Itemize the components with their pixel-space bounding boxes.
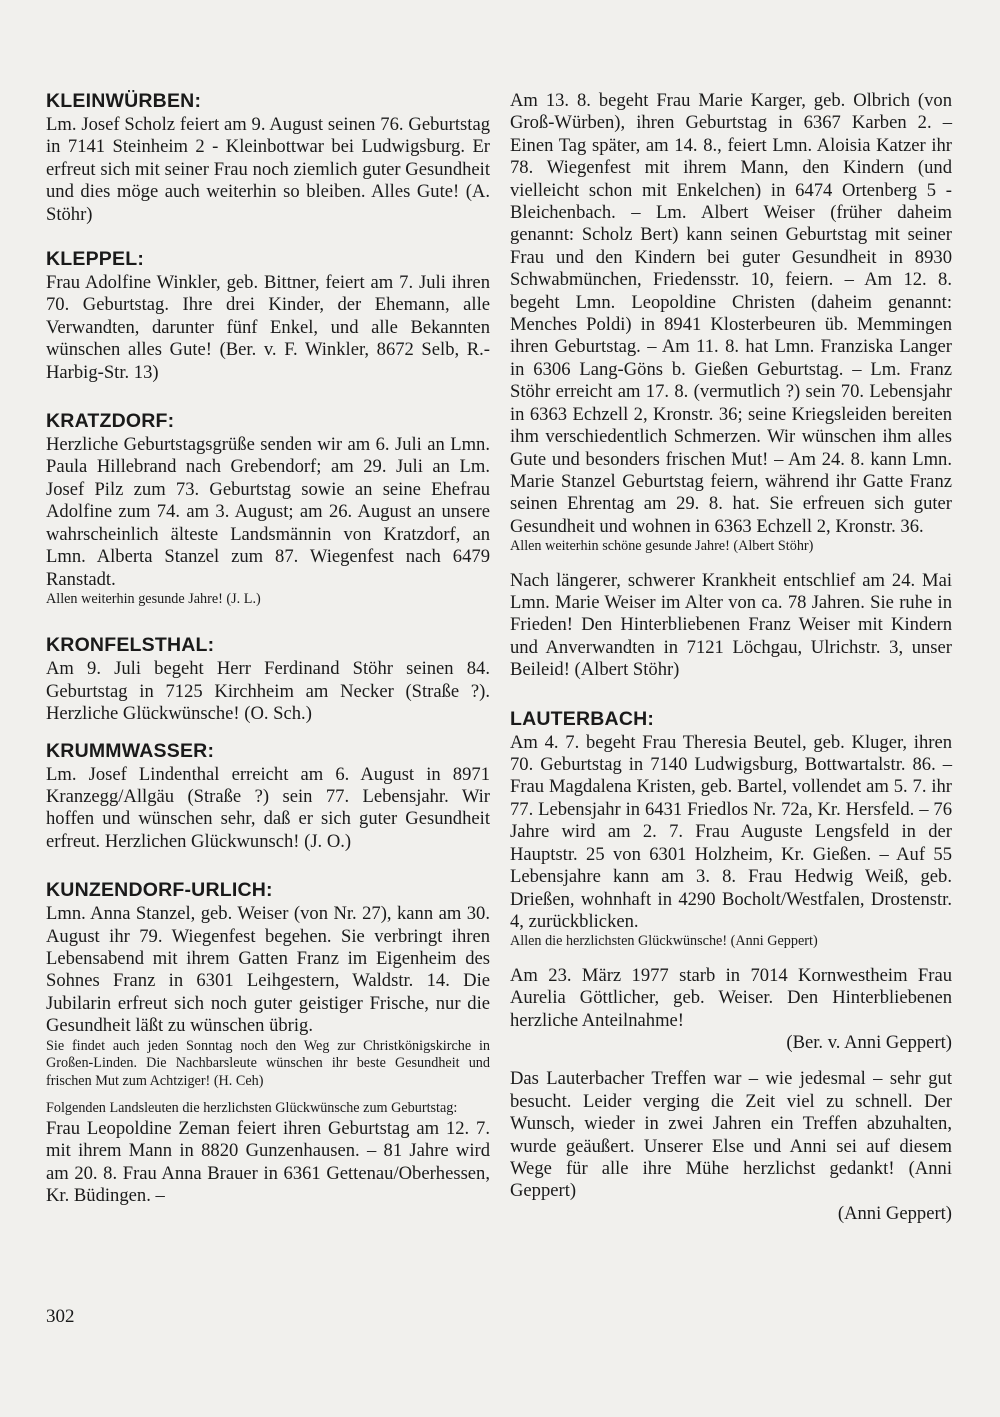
credit-line: (Ber. v. Anni Geppert) [786,1032,952,1054]
section-kunzendorf-urlich [46,879,490,1207]
paragraph: Am 13. 8. begeht Frau Marie Karger, geb. Olbrich (von Groß-Würben), ihren Geburtstag in 6367 Karben 2. – Einen Tag später, am 14. 8., feiert Lmn. Aloisia Katzer ihr 78. Wiegenfest mit ihrem Mann, den Kindern (und vielleicht schon mit Enkelchen) in 6474 Ortenberg 5 - Bleichenbach. – Lm. Albert Weiser (früher daheim genannt: Scholz Bert) kann seinen Geburtstag mit seiner Frau und den Kindern bei guter Gesundheit in 8930 Schwabmünchen, Friedensstr. 10, feiern. – Am 12. 8. begeht Lmn. Leopoldine Christen (daheim genannt: Menches Poldi) in 8941 Klosterbeuren üb. Memmingen ihren Geburtstag. – Am 11. 8. hat Lmn. Franziska Langer in 6306 Lang-Göns b. Gießen Geburtstag. – Lm. Franz Stöhr erreicht am 17. 8. (vermutlich ?) sein 70. Lebensjahr in 6363 Echzell 2, Kronstr. 36; seine Kriegsleiden bereiten ihm verschiedentlich Schmerzen. Wir wünschen ihm alles Gute und besonders frischen Mut! – Am 24. 8. kann Lmn. Marie Stanzel Geburtstag feiern, während ihr Gatte Franz seinen Ehrentag am 29. 8. hat. Sie erfreuen sich guter Gesundheit und wohnen in 6363 Echzell 2, Kronstr. 36. [510,90,952,537]
section-heading: KRONFELSTHAL: [46,634,215,657]
paragraph: Am 23. März 1977 starb in 7014 Kornwestheim Frau Aurelia Göttlicher, geb. Weiser. Den Hinterbliebenen herzliche Anteilnahme! [510,964,952,1031]
paragraph: Das Lauterbacher Treffen war – wie jedesmal – sehr gut besucht. Leider verging die Zeit viel zu schnell. Der Wunsch, wieder in zwei Jahren ein Treffen abzuhalten, wurde geäußert. Unserer Else und Anni sei auf diesem Wege für alle ihre Mühe herzlichst gedankt! (Anni Geppert) [510,1068,952,1202]
closing-note: Allen weiterhin gesunde Jahre! (J. L.) [46,590,261,607]
section-kratzdorf [46,410,490,608]
paragraph: Am 9. Juli begeht Herr Ferdinand Stöhr seinen 84. Geburtstag in 7125 Kirchheim am Necker (Straße ?). Herzliche Glückwünsche! (O. Sch.) [46,658,490,725]
credit-line: (Anni Geppert) [837,1202,952,1224]
section-continuation [510,90,952,682]
right-column [510,90,952,1225]
closing-note: Allen die herzlichsten Glückwünsche! (Anni Geppert) [510,933,818,950]
closing-note: Allen weiterhin schöne gesunde Jahre! (Albert Stöhr) [510,538,814,555]
note-paragraph: Sie findet auch jeden Sonntag noch den Weg zur Christkönigskirche in Großen-Linden. Die Nachbarsleute wünschen ihr beste Gesundheit und frischen Mut zum Achtziger! (H. Ceh) [46,1037,490,1089]
left-column [46,90,490,1207]
section-krummwasser [46,740,490,854]
section-heading: KUNZENDORF-URLICH: [46,879,273,902]
paragraph: Frau Adolfine Winkler, geb. Bittner, feiert am 7. Juli ihren 70. Geburtstag. Ihre drei Kinder, der Ehemann, alle Verwandten, darunter fünf Enkel, und alle Bekannten wünschen alles Gute! (Ber. v. F. Winkler, 8672 Selb, R.-Harbig-Str. 13) [46,272,490,383]
section-kleinwuerben [46,90,490,226]
paragraph: Nach längerer, schwerer Krankheit entschlief am 24. Mai Lmn. Marie Weiser im Alter von ca. 78 Jahren. Sie ruhe in Frieden! Den Hinterbliebenen Franz Weiser mit Kindern und Anverwandten in 7121 Löchgau, Ulrichstr. 3, unser Beileid! (Albert Stöhr) [510,569,952,681]
section-heading: KRATZDORF: [46,410,175,433]
paragraph: Herzliche Geburtstagsgrüße senden wir am 6. Juli an Lmn. Paula Hillebrand nach Grebendorf; am 29. Juli an Lm. Josef Pilz zum 73. Geburtstag sowie an seine Ehefrau Adolfine zum 74. am 3. August; am 26. August an unsere wahrscheinlich älteste Landsmännin von Kratzdorf, an Lmn. Alberta Stanzel zum 87. Wiegenfest nach 6479 Ranstadt. [46,434,490,590]
paragraph: Frau Leopoldine Zeman feiert ihren Geburtstag am 12. 7. mit ihrem Mann in 8820 Gunzenhausen. – 81 Jahre wird am 20. 8. Frau Anna Brauer in 6361 Gettenau/Oberhessen, Kr. Büdingen. – [46,1117,490,1206]
section-heading: KLEINWÜRBEN: [46,90,202,112]
section-heading: LAUTERBACH: [510,707,655,730]
section-lauterbach [510,708,952,1226]
page-number: 302 [46,1306,75,1327]
paragraph: Lm. Josef Scholz feiert am 9. August seinen 76. Geburtstag in 7141 Steinheim 2 - Kleinbottwar bei Ludwigsburg. Er erfreut sich mit seiner Frau noch ziemlich guter Gesundheit und dies möge auch weiterhin so bleiben. Alles Gute! (A. Stöhr) [46,114,490,225]
section-kronfelsthal [46,634,490,725]
section-kleppel [46,248,490,384]
paragraph: Lm. Josef Lindenthal erreicht am 6. August in 8971 Kranzegg/Allgäu (Straße ?) sein 77. Lebensjahr. Wir hoffen und wünschen sehr, daß er sich guter Gesundheit erfreut. Herzlichen Glückwunsch! (J. O.) [46,763,490,852]
note-paragraph: Folgenden Landsleuten die herzlichsten Glückwünsche zum Geburtstag: [46,1100,458,1117]
paragraph: Lmn. Anna Stanzel, geb. Weiser (von Nr. 27), kann am 30. August ihr 79. Wiegenfest begehen. Sie verbringt ihren Lebensabend mit ihrem Gatten Franz im Eigenheim des Sohnes Franz in 6301 Leihgestern, Waldstr. 14. Die Jubilarin erfreut sich noch guter geistiger Frische, nur die Gesundheit läßt zu wünschen übrig. [46,903,490,1037]
section-heading: KRUMMWASSER: [46,739,215,762]
paragraph: Am 4. 7. begeht Frau Theresia Beutel, geb. Kluger, ihren 70. Geburtstag in 7140 Ludwigsburg, Bottwartalstr. 86. – Frau Magdalena Kristen, geb. Bartel, vollendet am 5. 7. ihr 77. Lebensjahr in 6431 Friedlos Nr. 72a, Kr. Hersfeld. – 76 Jahre wird am 2. 7. Frau Auguste Lengsfeld in der Hauptstr. 25 von 6301 Holzheim, Kr. Gießen. – Auf 55 Lebensjahre kann am 3. 8. Frau Hedwig Weiß, geb. Drießen, wohnhaft in 4290 Bocholt/Westfalen, Drostenstr. 4, zurückblicken. [510,731,952,932]
section-heading: KLEPPEL: [46,248,145,271]
